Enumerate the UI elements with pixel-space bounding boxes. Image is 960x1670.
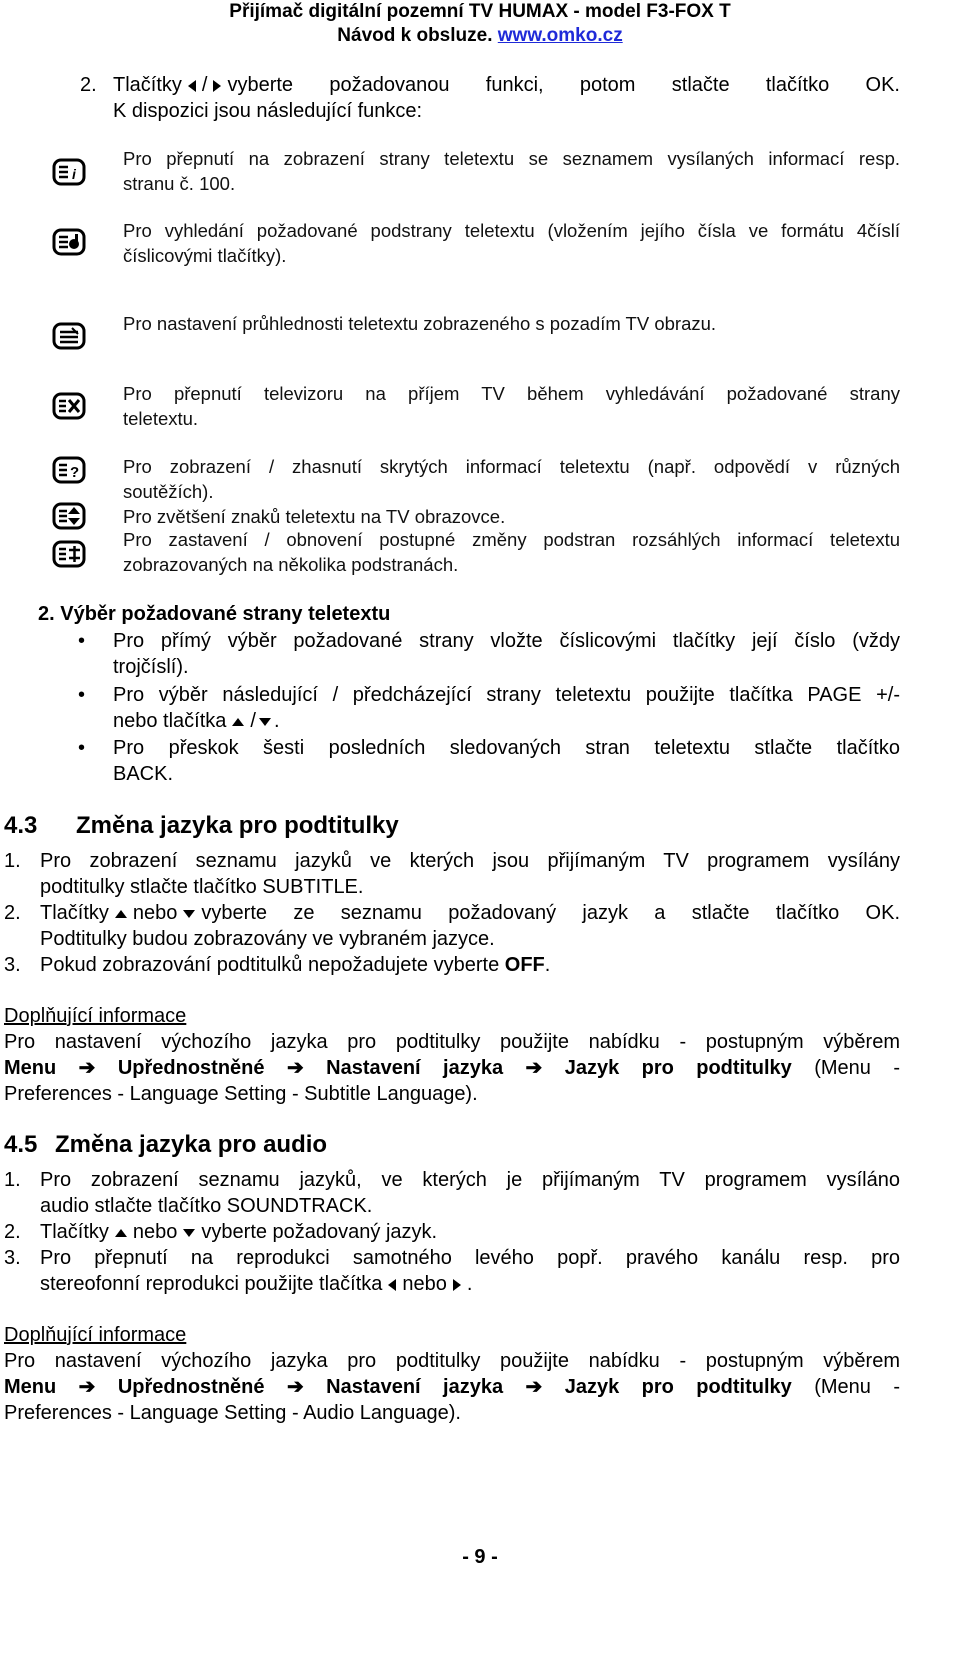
teletext-subpage-icon [52,228,86,258]
menu-path-subtitle: Jazyk pro podtitulky [564,1057,792,1079]
s43-i2-c: vyberte ze seznamu požadovaný jazyk a stlačte tlačítko OK. [201,902,900,924]
period: . [466,1273,473,1295]
section-45-number: 4.5 [4,1131,38,1158]
function-cancel-line2: teletextu. [123,408,199,429]
arrow-right-icon: ➔ [78,1057,96,1079]
s45-info-title: Doplňující informace [4,1324,187,1346]
right-arrow-icon [453,1279,461,1291]
s45-info-line1: Pro nastavení výchozího jazyka pro podtitulky použijte nabídku - postupným výběrem [4,1350,900,1372]
select-b3-line1: Pro přeskok šesti posledních sledovaných stran teletextu stlačte tlačítko [113,737,900,759]
s43-info-line2 [4,1055,900,1081]
s43-i3-a: Pokud zobrazování podtitulků nepožadujete vyberte [40,954,505,976]
menu-path-en: (Menu - [814,1376,900,1398]
s43-info-title: Doplňující informace [4,1005,187,1027]
svg-text:i: i [72,166,76,182]
select-b2-line2 [113,708,280,734]
right-arrow-icon [213,80,221,92]
s43-i2-b: nebo [132,902,178,924]
function-subpage-line2: číslicovými tlačítky). [123,245,287,266]
down-arrow-icon [183,1229,195,1237]
teletext-cancel-icon [52,392,86,422]
step2-line2: K dispozici jsou následující funkce: [113,100,423,122]
select-b2-line1: Pro výběr následující / předcházející strany teletextu použijte tlačítka PAGE +/- [113,684,900,706]
step2-text-a: Tlačítky [113,74,182,96]
s45-i1-num: 1. [4,1169,21,1191]
select-b1-line1: Pro přímý výběr požadované strany vložte číslicovými tlačítky její číslo (vždy [113,630,900,652]
step2-line1 [113,72,900,98]
menu-path-menu: Menu [4,1376,57,1398]
step2-number: 2. [80,74,97,96]
function-subpage-line1: Pro vyhledání požadované podstrany teletextu (vložením jejího čísla ve formátu 4číslí [123,220,900,241]
teletext-info-icon [52,158,86,188]
menu-path-menu: Menu [4,1057,57,1079]
slash: / [250,710,256,732]
page-number: - 9 - [462,1546,498,1568]
website-link[interactable]: www.omko.cz [497,25,623,46]
teletext-hold-icon [52,540,86,570]
s45-i2-line1 [40,1219,437,1245]
menu-path-language: Nastavení jazyka [326,1376,504,1398]
s45-i3-a: stereofonní reprodukci použijte tlačítka [40,1273,383,1295]
s43-i2-a: Tlačítky [40,902,109,924]
teletext-size-icon [52,502,86,532]
s45-info-line3: Preferences - Language Setting - Audio Language). [4,1402,461,1424]
bullet: • [78,684,86,706]
s43-i3-line1 [40,952,550,978]
s43-i1-num: 1. [4,850,21,872]
down-arrow-icon [183,910,195,918]
period: . [544,954,551,976]
down-arrow-icon [259,718,271,726]
s45-i3-line1: Pro přepnutí na reprodukci samotného levého popř. pravého kanálu resp. pro [40,1247,900,1269]
s45-i2-a: Tlačítky [40,1221,109,1243]
function-hold-line2: zobrazovaných na několika podstranách. [123,554,459,575]
section-43-number: 4.3 [4,812,38,839]
s45-i1-line2: audio stlačte tlačítko SOUNDTRACK. [40,1195,373,1217]
menu-path-preferences: Upřednostněné [117,1057,265,1079]
bullet: • [78,630,86,652]
function-cancel-line1: Pro přepnutí televizoru na příjem TV během vyhledávání požadované strany [123,383,900,404]
s45-i3-line2 [40,1271,472,1297]
function-info-line2: stranu č. 100. [123,173,236,194]
up-arrow-icon [115,1229,127,1237]
section-select-title: 2. Výběr požadované strany teletextu [38,603,391,625]
left-arrow-icon [388,1279,396,1291]
s43-i3-off: OFF [504,954,545,976]
function-size-line1: Pro zvětšení znaků teletextu na TV obrazovce. [123,506,506,527]
section-43-title: Změna jazyka pro podtitulky [76,812,399,839]
header-prefix: Návod k obsluze. [337,25,498,46]
function-hold-line1: Pro zastavení / obnovení postupné změny podstran rozsáhlých informací teletextu [123,529,900,550]
select-b1-line2: trojčíslí). [113,656,189,678]
arrow-right-icon: ➔ [78,1376,96,1398]
s43-i2-line1 [40,900,900,926]
bullet: • [78,737,86,759]
select-b2-text: nebo tlačítka [113,710,227,732]
s43-info-line3: Preferences - Language Setting - Subtitle Language). [4,1083,478,1105]
slash: / [201,74,208,96]
function-info-line1: Pro přepnutí na zobrazení strany teletextu se seznamem vysílaných informací resp. [123,148,900,169]
menu-path-subtitle: Jazyk pro podtitulky [564,1376,792,1398]
step2-text-b: vyberte požadovanou funkci, potom stlačte tlačítko OK. [227,74,900,96]
teletext-reveal-icon [52,456,86,486]
s45-i2-num: 2. [4,1221,21,1243]
s45-i2-b: nebo [132,1221,178,1243]
select-b3-line2: BACK. [113,763,174,785]
menu-path-preferences: Upřednostněné [117,1376,265,1398]
up-arrow-icon [232,718,244,726]
doc-header-title: Přijímač digitální pozemní TV HUMAX - model F3-FOX T [229,1,731,22]
arrow-right-icon: ➔ [286,1376,304,1398]
svg-text:?: ? [70,464,80,481]
function-reveal-line1: Pro zobrazení / zhasnutí skrytých informací teletextu (např. odpovědí v různých [123,456,900,477]
s45-info-line2 [4,1374,900,1400]
function-mix-line1: Pro nastavení průhlednosti teletextu zobrazeného s pozadím TV obrazu. [123,313,717,334]
menu-path-en: (Menu - [814,1057,900,1079]
s45-i1-line1: Pro zobrazení seznamu jazyků, ve kterých je přijímaným TV programem vysíláno [40,1169,900,1191]
period: . [273,710,280,732]
s43-i1-line1: Pro zobrazení seznamu jazyků ve kterých jsou přijímaným TV programem vysílány [40,850,900,872]
teletext-mix-icon [52,322,86,352]
left-arrow-icon [188,80,196,92]
arrow-right-icon: ➔ [525,1376,543,1398]
arrow-right-icon: ➔ [525,1057,543,1079]
s43-i2-line2: Podtitulky budou zobrazovány ve vybraném jazyce. [40,928,495,950]
s43-info-line1: Pro nastavení výchozího jazyka pro podtitulky použijte nabídku - postupným výběrem [4,1031,900,1053]
function-reveal-line2: soutěžích). [123,481,214,502]
section-45-title: Změna jazyka pro audio [55,1131,328,1158]
arrow-right-icon: ➔ [286,1057,304,1079]
doc-header-subtitle [0,24,960,48]
s43-i1-line2: podtitulky stlačte tlačítko SUBTITLE. [40,876,364,898]
s43-i3-num: 3. [4,954,21,976]
menu-path-language: Nastavení jazyka [326,1057,504,1079]
s43-i2-num: 2. [4,902,21,924]
up-arrow-icon [115,910,127,918]
s45-i2-c: vyberte požadovaný jazyk. [201,1221,438,1243]
s45-i3-num: 3. [4,1247,21,1269]
s45-i3-b: nebo [402,1273,447,1295]
